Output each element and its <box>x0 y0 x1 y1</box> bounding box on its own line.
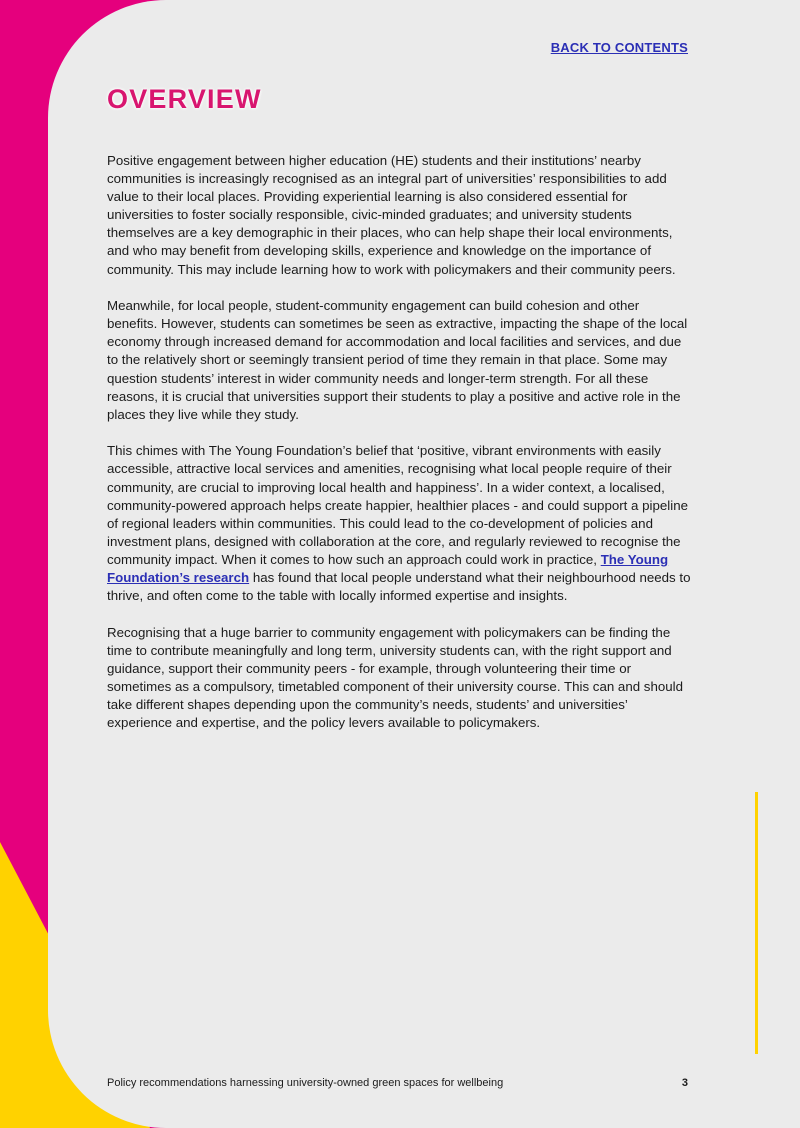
paragraph-3-text-end: has found that local people understand what their neighbourhood needs to thrive, and often come to the table with locally informed expertise and insights. <box>107 569 691 604</box>
overview-body <box>107 152 691 751</box>
young-foundation-research-link[interactable]: The Young Foundation’s research <box>107 551 669 585</box>
back-to-contents-link[interactable]: BACK TO CONTENTS <box>550 40 688 55</box>
footer-page-number: 3 <box>681 1077 688 1089</box>
paragraph-2: Meanwhile, for local people, student-community engagement can build cohesion and other benefits. However, students can sometimes be seen as extractive, impacting the shape of the local economy through increased demand for accommodation and local facilities and services, and due to the relatively short or seemingly transient period of time they remain in that place. Some may question students’ interest in wider community needs and longer-term strength. For all these reasons, it is crucial that universities support their students to play a positive and active role in the places they live while they study. <box>107 298 688 422</box>
paragraph-1: Positive engagement between higher education (HE) students and their institutions’ nearby communities is increasingly recognised as an integral part of universities’ responsibilities to add value to their local places. Providing experiential learning is also considered essential for universities to foster socially responsible, civic-minded graduates; and university students themselves are a key demographic in their places, who can help shape their local environments, and who may benefit from developing skills, experience and knowledge on the importance of community. This may include learning how to work with policymakers and their community peers. <box>107 153 676 277</box>
paragraph-4: Recognising that a huge barrier to community engagement with policymakers can be finding the time to contribute meaningfully and long term, university students can, with the right support and guidance, support their community peers - for example, through volunteering their time or sometimes as a compulsory, timetabled component of their university course. This can and should take different shapes depending upon the community’s needs, students’ and universities’ experience and expertise, and the policy levers available to policymakers. <box>107 624 683 731</box>
footer-document-title: Policy recommendations harnessing university-owned green spaces for wellbeing <box>107 1077 504 1089</box>
paragraph-3-text-start: This chimes with The Young Foundation’s belief that ‘positive, vibrant environments with easily accessible, attractive local services and amenities, recognising what local people require of their community, are crucial to improving local health and happiness’. In a wider context, a localised, community-powered approach helps create happier, healthier places - and could support a pipeline of regional leaders within communities. This could lead to the co-development of policies and investment plans, designed with collaboration at the core, and regularly reviewed to recognise the community impact. When it comes to how such an approach could work in practice, <box>107 443 688 567</box>
yellow-vertical-rule <box>755 792 758 1054</box>
page-title: OVERVIEW <box>107 84 262 114</box>
paragraph-3 <box>107 442 691 605</box>
